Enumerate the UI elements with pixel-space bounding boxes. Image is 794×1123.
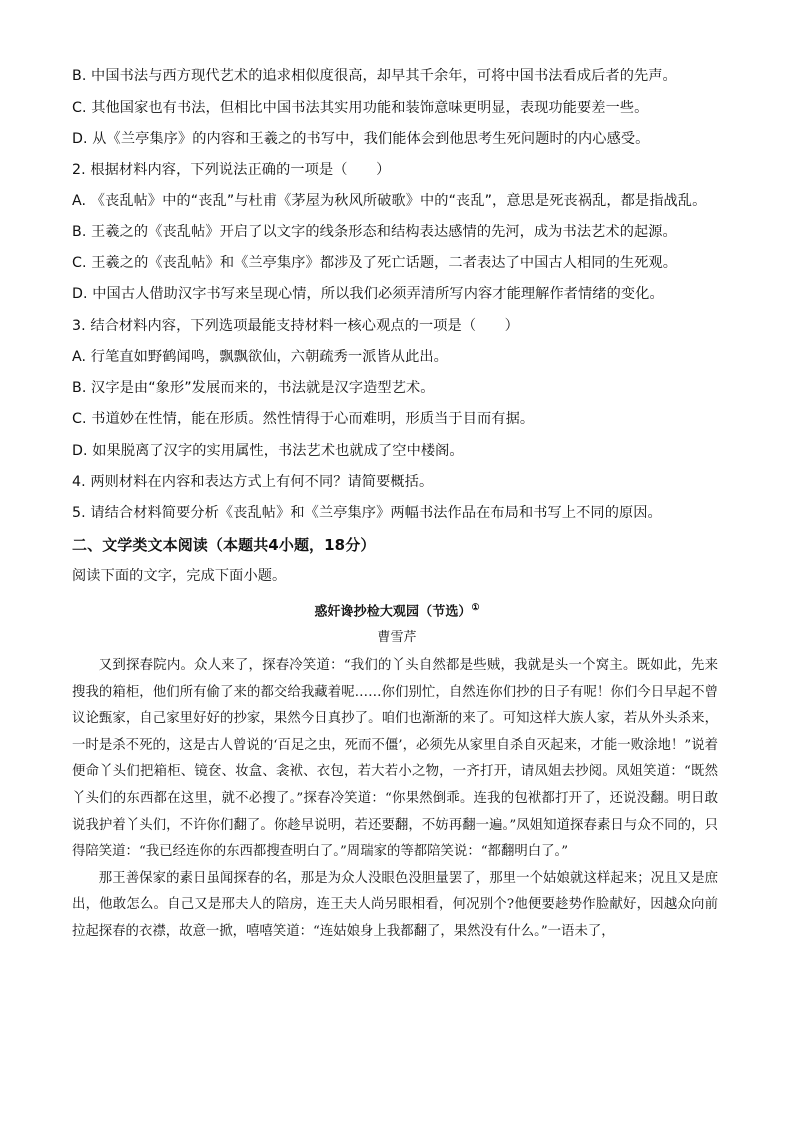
q2-stem: 2. 根据材料内容，下列说法正确的一项是（ ） [72,162,391,178]
passage-body [72,653,718,946]
q3-option-d: D. 如果脱离了汉字的实用属性，书法艺术也就成了空中楼阁。 [72,443,464,459]
q1-option-c: C. 其他国家也有书法，但相比中国书法其实用功能和装饰意味更明显，表现功能要差一些。 [72,100,649,116]
section-instruction: 阅读下面的文字，完成下面小题。 [72,568,287,584]
q2-option-d: D. 中国古人借助汉字书写来呈现心情，所以我们必须弄清所写内容才能理解作者情绪的变化。 [72,286,664,302]
footnote-marker: ① [471,603,480,613]
q3-option-c: C. 书道妙在性情，能在形质。然性情得于心而难明，形质当于目而有据。 [72,411,535,427]
passage-title-text: 惑奸谗抄检大观园（节选） [314,604,472,620]
q3-stem: 3. 结合材料内容，下列选项最能支持材料一核心观点的一项是（ ） [72,318,519,334]
q1-option-b: B. 中国书法与西方现代艺术的追求相似度很高，却早其千余年，可将中国书法看成后者的先声。 [72,68,677,84]
q2-option-c: C. 王羲之的《丧乱帖》和《兰亭集序》都涉及了死亡话题，二者表达了中国古人相同的生死观。 [72,255,678,271]
section-heading: 二、文学类文本阅读（本题共4小题，18分） [72,536,376,554]
q4-stem: 4. 两则材料在内容和表达方式上有何不同？请简要概括。 [72,474,434,490]
q2-option-b: B. 王羲之的《丧乱帖》开启了以文字的线条形态和结构表达感情的先河，成为书法艺术的起源。 [72,224,677,240]
q3-option-b: B. 汉字是由“象形”发展而来的，书法就是汉字造型艺术。 [72,380,435,396]
passage-paragraph: 又到探春院内。众人来了，探春冷笑道：“我们的丫头自然都是些贼，我就是头一个窝主。既如此，先来搜我的箱柜，他们所有偷了来的都交给我藏着呢……你们别忙，自然连你们抄的日子有呢！你们今日早起不曾议论甄家，自己家里好好的抄家，果然今日真抄了。咱们也渐渐的来了。可知这样大族人家，若从外头杀来，一时是杀不死的，这是古人曾说的‘百足之虫，死而不僵’，必须先从家里自杀自灭起来，才能一败涂地！”说着便命丫头们把箱柜、镜奁、妆盒、衾袱、衣包，若大若小之物，一齐打开，请凤姐去抄阅。凤姐笑道：“既然丫头们的东西都在这里，就不必搜了。”探春冷笑道：“你果然倒乖。连我的包袱都打开了，还说没翻。明日敢说我护着丫头们，不许你们翻了。你趁早说明，若还要翻，不妨再翻一遍。”凤姐知道探春素日与众不同的，只得陪笑道：“我已经连你的东西都搜查明白了。”周瑞家的等都陪笑说：“都翻明白了。” [72,658,718,860]
q1-option-d: D. 从《兰亭集序》的内容和王羲之的书写中，我们能体会到他思考生死问题时的内心感受。 [72,131,650,147]
passage-title [0,598,794,622]
passage-author: 曹雪芹 [377,630,417,645]
q3-option-a: A. 行笔直如野鹤闻鸣，飘飘欲仙，六朝疏秀一派皆从此出。 [72,349,448,365]
q5-stem: 5. 请结合材料简要分析《丧乱帖》和《兰亭集序》两幅书法作品在布局和书写上不同的原因。 [72,505,662,521]
q2-option-a: A. 《丧乱帖》中的“丧乱”与杜甫《茅屋为秋风所破歌》中的“丧乱”，意思是死丧祸乱，都是指战乱。 [72,193,707,209]
passage-paragraph: 那王善保家的素日虽闻探春的名，那是为众人没眼色没胆量罢了，那里一个姑娘就这样起来；况且又是庶出，他敢怎么。自己又是邢夫人的陪房，连王夫人尚另眼相看，何况别个?他便要趁势作脸献好，因越众向前拉起探春的衣襟，故意一掀，嘻嘻笑道：“连姑娘身上我都翻了，果然没有什么。”一语未了， [72,870,718,939]
